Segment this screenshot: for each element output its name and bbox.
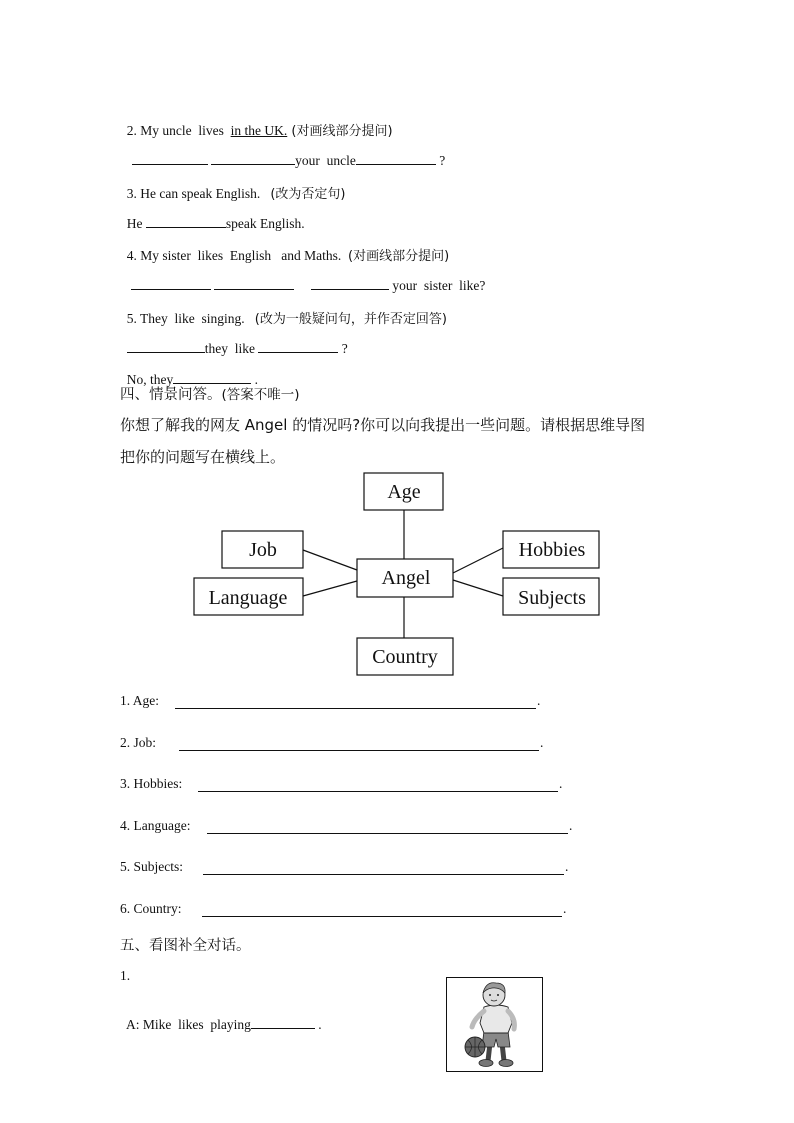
- answer-end-hobbies: .: [559, 776, 563, 791]
- blank[interactable]: [211, 152, 295, 165]
- node-country: Country: [372, 646, 438, 668]
- q4-answer-end: your sister like?: [389, 278, 486, 293]
- q2-answer-end: ?: [435, 153, 446, 168]
- answer-line-hobbies[interactable]: [198, 790, 558, 792]
- question-3: [120, 167, 346, 202]
- answer-line-subjects[interactable]: [203, 873, 564, 875]
- section-4-heading: 四、情景问答。: [120, 387, 222, 403]
- answer-end-age: .: [537, 693, 541, 708]
- answer-line-job[interactable]: [179, 749, 539, 751]
- q2-answer-text: your uncle: [295, 153, 356, 168]
- q2-text: 2. My uncle lives: [126, 123, 231, 138]
- answer-label-country: 6. Country:: [120, 901, 182, 916]
- q3-text: 3. He can speak English.: [126, 186, 271, 201]
- boy-basketball-picture: [446, 977, 544, 1073]
- q3-answer-end: speak English.: [225, 216, 305, 231]
- q5-answer-mid: they like: [204, 341, 259, 356]
- q5-answer2-end: .: [251, 372, 258, 387]
- question-5: [120, 292, 447, 327]
- q3-answer-line: [120, 199, 305, 232]
- node-angel: Angel: [381, 567, 431, 589]
- q5-answer2-start: No, they: [126, 372, 174, 387]
- blank[interactable]: [356, 152, 436, 165]
- section-4-paragraph-1: 你想了解我的网友 Angel 的情况吗?你可以向我提出一些问题。请根据思维导图: [120, 416, 646, 434]
- q3-instruction: (改为否定句): [270, 187, 346, 202]
- q5-answer-line: [120, 324, 348, 357]
- node-language: Language: [208, 587, 288, 609]
- connector-hobbies: [453, 548, 503, 573]
- section-4-title: [120, 383, 300, 404]
- blank[interactable]: [251, 1016, 315, 1029]
- q5-instruction: (改为一般疑问句，并作否定回答): [254, 312, 447, 327]
- q4-instruction: (对画线部分提问): [348, 249, 450, 264]
- q2-answer-line: [125, 136, 445, 169]
- answer-label-hobbies: 3. Hobbies:: [120, 776, 183, 791]
- connector-subjects: [453, 580, 503, 596]
- answer-end-language: .: [569, 818, 573, 833]
- q4-answer-line: [124, 261, 485, 294]
- q4-text: 4. My sister likes English and Maths.: [126, 248, 348, 263]
- q3-answer-start: He: [126, 216, 146, 231]
- answer-end-country: .: [563, 901, 567, 916]
- answer-end-job: .: [540, 735, 544, 750]
- question-4: [120, 229, 449, 264]
- blank[interactable]: [131, 277, 211, 290]
- answer-end-subjects: .: [565, 859, 569, 874]
- dialog-end: .: [314, 1017, 322, 1032]
- q2-underlined: in the UK.: [230, 123, 288, 138]
- section-4-note: (答案不唯一): [221, 387, 300, 403]
- section-5-dialog: [120, 1000, 322, 1033]
- blank[interactable]: [214, 277, 294, 290]
- node-hobbies: Hobbies: [518, 539, 586, 561]
- q5-answer-end: ?: [338, 341, 348, 356]
- mind-map: [0, 465, 794, 695]
- answer-label-language: 4. Language:: [120, 818, 191, 833]
- answer-label-age: 1. Age:: [120, 693, 159, 708]
- blank[interactable]: [311, 277, 389, 290]
- blank[interactable]: [146, 215, 226, 228]
- connector-language: [303, 581, 357, 596]
- section-5-item-number: 1.: [120, 968, 131, 983]
- blank[interactable]: [258, 340, 338, 353]
- section-5-title: 五、看图补全对话。: [120, 938, 251, 954]
- blank[interactable]: [132, 152, 208, 165]
- section-4-paragraph-2: 把你的问题写在横线上。: [120, 448, 286, 466]
- answer-line-country[interactable]: [202, 915, 562, 917]
- answer-line-age[interactable]: [175, 707, 536, 709]
- question-2: [120, 104, 393, 139]
- node-age: Age: [387, 481, 421, 503]
- node-job: Job: [249, 539, 277, 561]
- blank[interactable]: [127, 340, 205, 353]
- dialog-text: A: Mike likes playing: [126, 1017, 251, 1032]
- q5-text: 5. They like singing.: [126, 311, 255, 326]
- answer-line-language[interactable]: [207, 832, 568, 834]
- answer-label-job: 2. Job:: [120, 735, 157, 750]
- answer-label-subjects: 5. Subjects:: [120, 859, 183, 874]
- connector-job: [303, 550, 357, 570]
- q2-instruction: (对画线部分提问): [287, 124, 393, 139]
- node-subjects: Subjects: [518, 587, 586, 609]
